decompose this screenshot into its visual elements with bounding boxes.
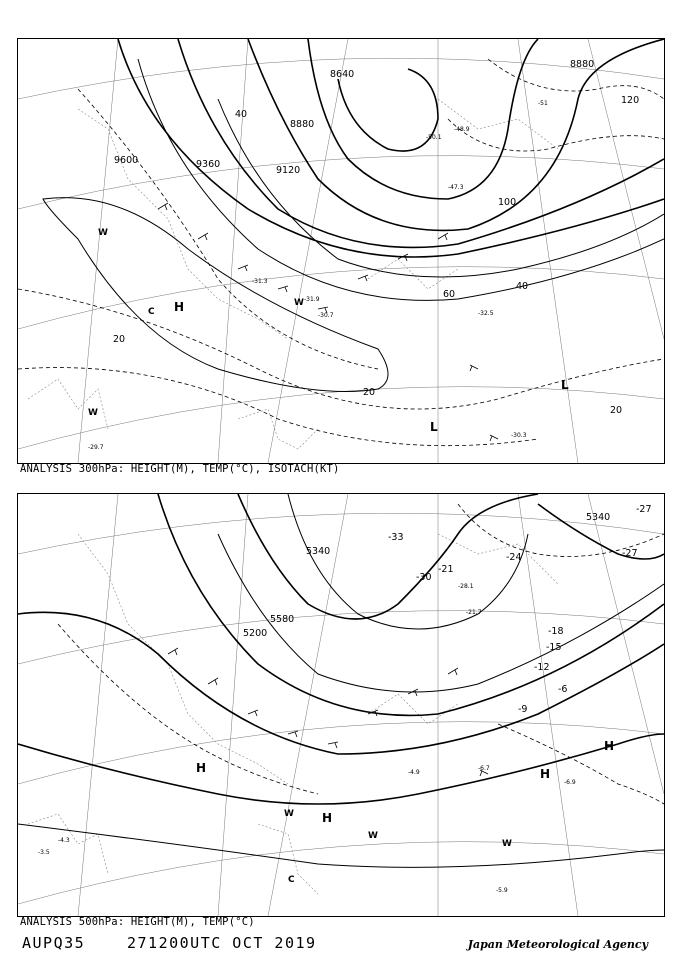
- high-pressure-marker: H: [604, 739, 615, 753]
- height-label: 9120: [276, 165, 301, 176]
- isotherm-label: -12: [534, 662, 550, 673]
- isotherm-solid-500: [18, 494, 664, 867]
- cold-center-marker: C: [148, 307, 155, 317]
- graticule-300: [18, 39, 664, 463]
- isotach-label: 100: [498, 197, 517, 208]
- temp-value: -6.7: [478, 765, 490, 772]
- temperature-samples-500: [38, 583, 576, 894]
- isotach-label: 20: [610, 405, 623, 416]
- wind-barbs-300: [158, 203, 498, 441]
- temp-value: -3.5: [38, 849, 50, 856]
- high-pressure-marker: H: [174, 300, 185, 314]
- isotherm-label: -21: [438, 564, 454, 575]
- height-label: 8880: [570, 59, 595, 70]
- isotherm-label: -33: [388, 532, 404, 543]
- temp-value: -50.1: [426, 134, 442, 141]
- high-pressure-marker: H: [196, 761, 207, 775]
- isotherm-label: -15: [546, 642, 562, 653]
- height-label: 9600: [114, 155, 139, 166]
- warm-center-marker: W: [368, 831, 378, 841]
- low-pressure-marker: L: [430, 420, 438, 434]
- isotherm-label: -30: [416, 572, 432, 583]
- height-label: 5340: [586, 512, 611, 523]
- temp-value: -32.5: [478, 310, 494, 317]
- isotach-label: 20: [113, 334, 126, 345]
- cold-center-marker: C: [288, 875, 295, 885]
- temp-value: -30.7: [318, 312, 334, 319]
- warm-center-marker: W: [502, 839, 512, 849]
- height-label: 5580: [270, 614, 295, 625]
- isotach-label: 120: [621, 95, 640, 106]
- low-pressure-marker: L: [561, 378, 569, 392]
- temperature-samples-300: [88, 100, 548, 451]
- height-label: 5200: [243, 628, 268, 639]
- height-label: 5340: [306, 546, 331, 557]
- temp-value: -47.3: [448, 184, 464, 191]
- isotach-label: 40: [235, 109, 248, 120]
- wind-barbs-500: [168, 648, 488, 776]
- temp-value: -48.9: [454, 126, 470, 133]
- isotherm-label: -27: [636, 504, 652, 515]
- temp-value: -51: [538, 100, 548, 107]
- warm-center-marker: W: [98, 228, 108, 238]
- height-label: 8640: [330, 69, 355, 80]
- warm-center-marker: W: [284, 809, 294, 819]
- isotherm-label: -27: [622, 548, 638, 559]
- temp-value: -6.9: [564, 779, 576, 786]
- isotherm-label: -24: [506, 552, 522, 563]
- agency-name: Japan Meteorological Agency: [467, 938, 648, 951]
- isotach-label: 20: [363, 387, 376, 398]
- temp-value: -21.7: [466, 609, 482, 616]
- height-label: 8880: [290, 119, 315, 130]
- temp-value: -28.1: [458, 583, 474, 590]
- isotherm-label: -6: [558, 684, 568, 695]
- height-label: 9360: [196, 159, 221, 170]
- temp-value: -31.9: [304, 296, 320, 303]
- isotherm-label: -18: [548, 626, 564, 637]
- isotach-labels-300: [113, 95, 639, 416]
- warm-center-marker: W: [88, 408, 98, 418]
- temp-value: -30.3: [511, 432, 527, 439]
- chart-code: AUPQ35: [22, 934, 86, 952]
- pressure-centers-300: [88, 228, 569, 434]
- valid-time: 271200UTC OCT 2019: [127, 934, 317, 952]
- map-300hpa-canvas: [18, 39, 664, 463]
- high-pressure-marker: H: [322, 811, 333, 825]
- pressure-centers-500: [196, 739, 614, 885]
- isotach-label: 40: [516, 281, 529, 292]
- isotach-contours-300: [43, 59, 664, 392]
- height-contours-300: [118, 39, 664, 257]
- height-contours-500: [18, 494, 664, 804]
- isotherm-dashed-500: [58, 504, 664, 804]
- temp-value: -5.9: [496, 887, 508, 894]
- caption-500hpa: ANALYSIS 500hPa: HEIGHT(M), TEMP(°C): [20, 916, 255, 928]
- temp-value: -29.7: [88, 444, 104, 451]
- analysis-500hpa-map: [17, 493, 665, 917]
- temp-value: -4.3: [58, 837, 70, 844]
- analysis-300hpa-map: [17, 38, 665, 464]
- warm-center-marker: W: [294, 298, 304, 308]
- caption-300hpa: ANALYSIS 300hPa: HEIGHT(M), TEMP(°C), ISOTACH(KT): [20, 463, 340, 475]
- temp-value: -31.3: [252, 278, 268, 285]
- temp-value: -4.9: [408, 769, 420, 776]
- map-500hpa-canvas: [18, 494, 664, 916]
- isotach-label: 60: [443, 289, 456, 300]
- isotherm-label: -9: [518, 704, 528, 715]
- high-pressure-marker: H: [540, 767, 551, 781]
- isotherm-labels-500: [388, 504, 652, 715]
- graticule-500: [18, 494, 664, 916]
